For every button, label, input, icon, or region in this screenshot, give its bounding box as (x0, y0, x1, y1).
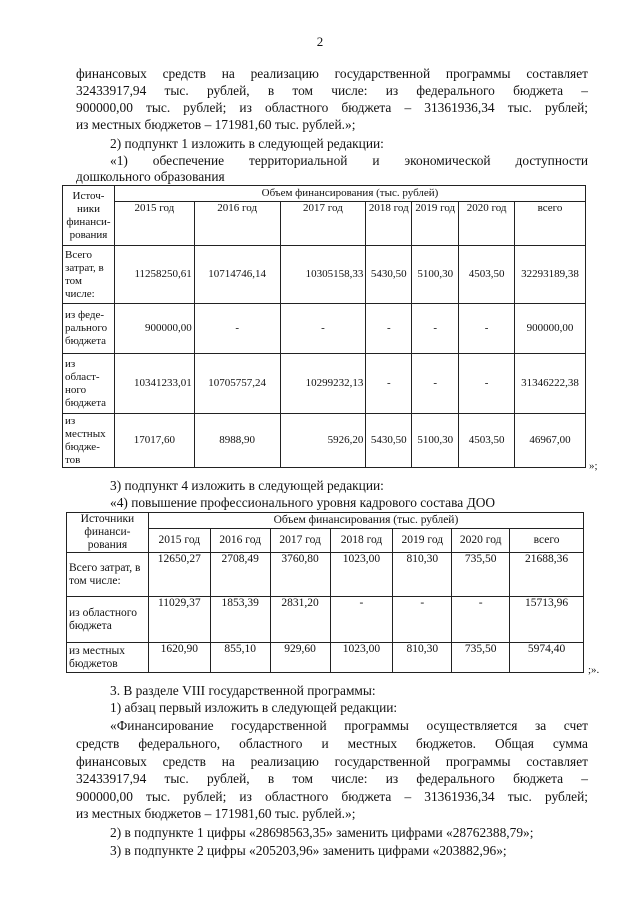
cell: 11029,37 (148, 597, 210, 643)
cell: 10705757,24 (194, 354, 280, 414)
cell: 5100,30 (412, 414, 459, 468)
outro-line-9: 2) в подпункте 1 цифры «28698563,35» заменить цифрами «28762388,79»; (110, 825, 534, 840)
cell: 11258250,61 (114, 246, 194, 304)
outro-line-10: 3) в подпункте 2 цифры «205203,96» заменить цифрами «203882,96»; (110, 843, 507, 858)
table-row (63, 354, 586, 414)
year-header: 2017 год (280, 202, 366, 246)
outro-line-5: финансовых средств на реализацию государственной программы составляет (76, 754, 588, 769)
cell: 10714746,14 (194, 246, 280, 304)
cell: 1620,90 (148, 643, 210, 673)
cell: - (459, 354, 515, 414)
year-header: 2020 год (459, 202, 515, 246)
cell: - (393, 597, 452, 643)
cell: 3760,80 (270, 553, 330, 597)
outro-line-8: из местных бюджетов – 171981,60 тыс. рублей.»; (76, 806, 356, 821)
cell: - (412, 304, 459, 354)
cell: 10305158,33 (280, 246, 366, 304)
cell: 15713,96 (510, 597, 584, 643)
outro-line-4: средств федерального, областного и местных бюджетов. Общая сумма (76, 736, 588, 751)
volume-header: Объем финансирования (тыс. рублей) (148, 513, 583, 529)
cell: 1023,00 (330, 553, 393, 597)
table-row (67, 597, 584, 643)
cell: 2708,49 (210, 553, 270, 597)
cell: 4503,50 (459, 414, 515, 468)
cell: - (459, 304, 515, 354)
intro-line-2: 32433917,94 тыс. рублей, в том числе: из федерального бюджета – (76, 83, 588, 98)
page-number: 2 (316, 34, 324, 49)
cell: 10299232,13 (280, 354, 366, 414)
cell: - (280, 304, 366, 354)
table1-closing-mark: »; (589, 460, 598, 472)
mid-line-1: 3) подпункт 4 изложить в следующей редакции: (110, 478, 384, 493)
cell: - (452, 597, 510, 643)
cell: 46967,00 (515, 414, 586, 468)
cell: 31346222,38 (515, 354, 586, 414)
row-label: из област-ного бюджета (63, 354, 115, 414)
cell: 12650,27 (148, 553, 210, 597)
cell: 810,30 (393, 643, 452, 673)
cell: 900000,00 (114, 304, 194, 354)
outro-line-6: 32433917,94 тыс. рублей, в том числе: из федерального бюджета – (76, 771, 588, 786)
cell: 5100,30 (412, 246, 459, 304)
row-label: из феде-рального бюджета (63, 304, 115, 354)
table-row (63, 414, 586, 468)
year-header: 2019 год (393, 529, 452, 553)
cell: 900000,00 (515, 304, 586, 354)
financing-table-staff (66, 512, 584, 673)
cell: - (194, 304, 280, 354)
cell: 810,30 (393, 553, 452, 597)
intro-line-1: финансовых средств на реализацию государственной программы составляет (76, 66, 588, 81)
cell: 855,10 (210, 643, 270, 673)
cell: - (366, 354, 412, 414)
year-header: 2019 год (412, 202, 459, 246)
outro-line-2: 1) абзац первый изложить в следующей редакции: (110, 700, 398, 715)
cell: - (366, 304, 412, 354)
cell: 1853,39 (210, 597, 270, 643)
year-header: 2015 год (114, 202, 194, 246)
row-label: Всего затрат, в том числе: (63, 246, 115, 304)
cell: 2831,20 (270, 597, 330, 643)
source-header: Источники финанси-рования (67, 513, 149, 553)
cell: 10341233,01 (114, 354, 194, 414)
cell: - (330, 597, 393, 643)
intro-line-7: дошкольного образования (76, 169, 225, 184)
intro-line-5: 2) подпункт 1 изложить в следующей редакции: (110, 136, 384, 151)
outro-line-1: 3. В разделе VIII государственной программы: (110, 683, 376, 698)
year-header: 2015 год (148, 529, 210, 553)
cell: 735,50 (452, 643, 510, 673)
outro-line-3: «Финансирование государственной программы осуществляется за счет (110, 718, 588, 733)
total-header: всего (515, 202, 586, 246)
intro-line-3: 900000,00 тыс. рублей; из областного бюджета – 31361936,34 тыс. рублей; (76, 100, 588, 115)
total-header: всего (510, 529, 584, 553)
row-label: из областного бюджета (67, 597, 149, 643)
cell: 5430,50 (366, 414, 412, 468)
financing-table-preschool (62, 185, 586, 468)
intro-line-6: «1) обеспечение территориальной и экономической доступности (110, 153, 588, 168)
intro-line-4: из местных бюджетов – 171981,60 тыс. рублей.»; (76, 117, 356, 132)
cell: 1023,00 (330, 643, 393, 673)
table-row (63, 246, 586, 304)
cell: 929,60 (270, 643, 330, 673)
year-header: 2020 год (452, 529, 510, 553)
year-header: 2016 год (210, 529, 270, 553)
cell: 17017,60 (114, 414, 194, 468)
year-header: 2017 год (270, 529, 330, 553)
row-label: Всего затрат, в том числе: (67, 553, 149, 597)
row-label: из местных бюдже-тов (63, 414, 115, 468)
cell: 735,50 (452, 553, 510, 597)
cell: 5430,50 (366, 246, 412, 304)
cell: 5974,40 (510, 643, 584, 673)
cell: 8988,90 (194, 414, 280, 468)
cell: 32293189,38 (515, 246, 586, 304)
row-label: из местных бюджетов (67, 643, 149, 673)
cell: 4503,50 (459, 246, 515, 304)
cell: - (412, 354, 459, 414)
outro-line-7: 900000,00 тыс. рублей; из областного бюджета – 31361936,34 тыс. рублей; (76, 789, 588, 804)
mid-line-2: «4) повышение профессионального уровня кадрового состава ДОО (110, 495, 496, 510)
year-header: 2016 год (194, 202, 280, 246)
source-header: Источ-ники финанси-рования (63, 186, 115, 246)
table-row (63, 304, 586, 354)
table-row (67, 643, 584, 673)
table-row (67, 553, 584, 597)
cell: 21688,36 (510, 553, 584, 597)
year-header: 2018 год (330, 529, 393, 553)
volume-header: Объем финансирования (тыс. рублей) (114, 186, 585, 202)
cell: 5926,20 (280, 414, 366, 468)
table2-closing-mark: ;». (588, 664, 600, 676)
year-header: 2018 год (366, 202, 412, 246)
